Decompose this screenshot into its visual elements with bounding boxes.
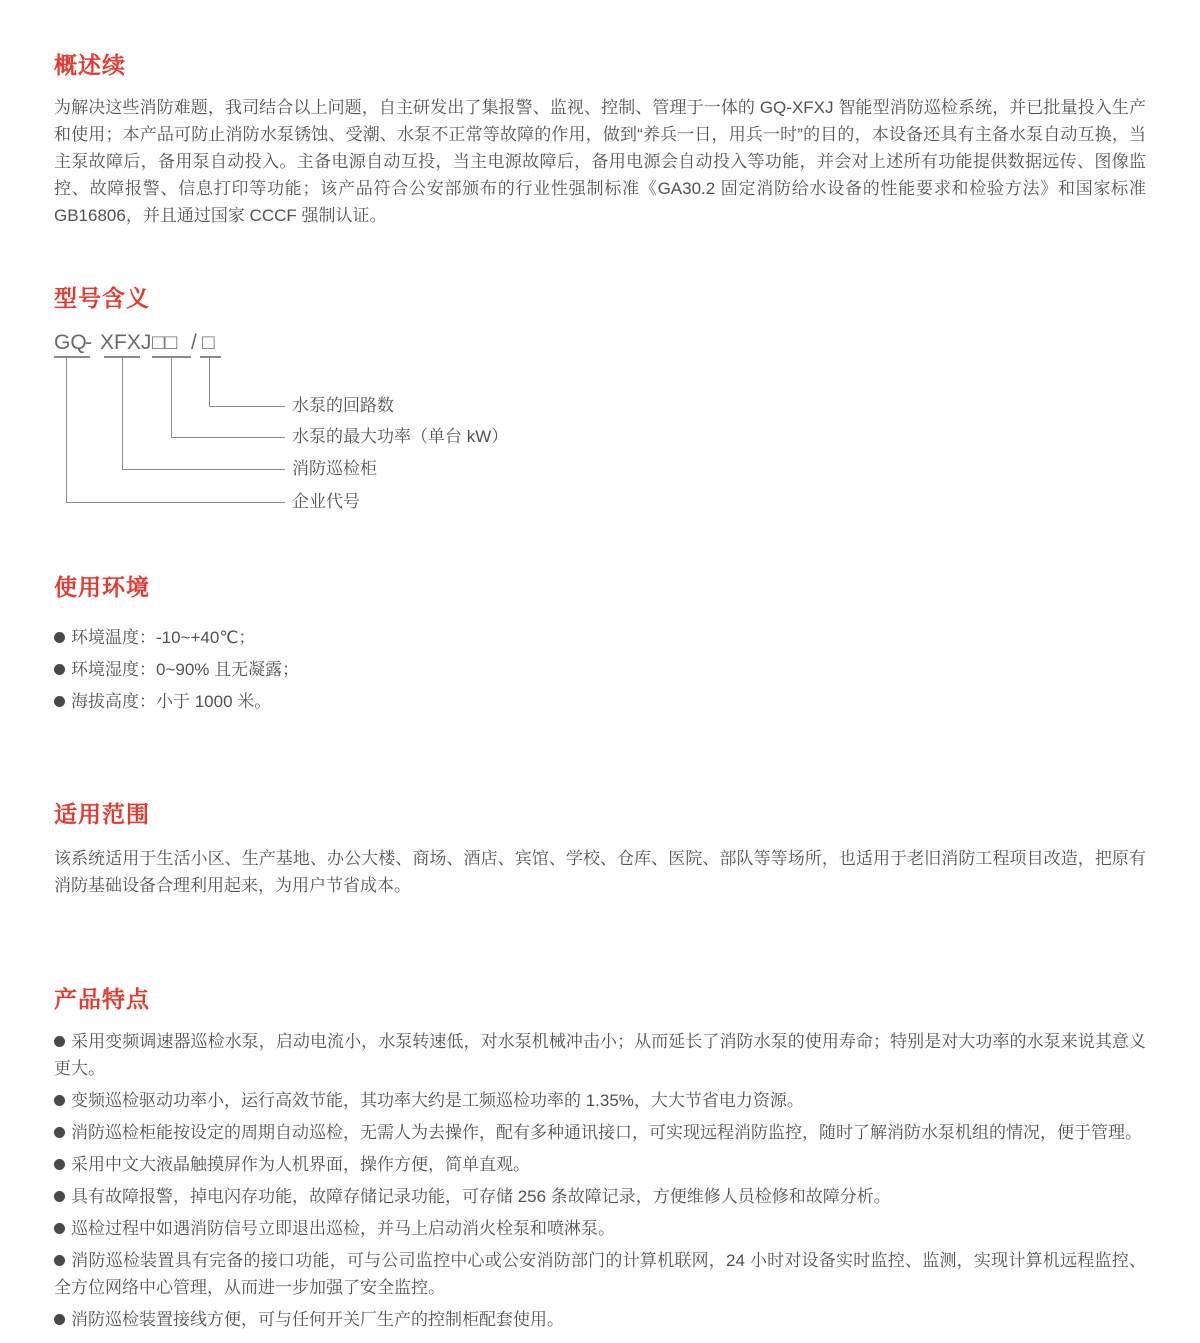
bullet-icon [54, 1036, 65, 1047]
section-model-meaning [54, 281, 1146, 532]
list-item [54, 1247, 1146, 1301]
list-item [54, 1028, 1146, 1082]
overview-title: 概述续 [54, 52, 126, 78]
feature-item-text: 消防巡检柜能按设定的周期自动巡检，无需人为去操作，配有多种通讯接口，可实现远程消防监控，随时了解消防水泵机组的情况，便于管理。 [71, 1123, 1142, 1142]
section-scope [54, 797, 1146, 899]
connector-vertical-loops [209, 357, 210, 406]
environment-list [54, 622, 1146, 718]
feature-item-text: 消防巡检装置具有完备的接口功能，可与公司监控中心或公安消防部门的计算机联网，24 小时对设备实时监控、监测，实现计算机远程监控、全方位网络中心管理，从而进一步加强了安全监控。 [54, 1251, 1146, 1297]
environment-item-text: 环境温度：-10~+40℃； [71, 628, 256, 647]
list-item [54, 686, 1146, 718]
list-item [54, 1119, 1146, 1146]
environment-item-text: 环境湿度：0~90% 且无凝露； [71, 660, 300, 679]
connector-vertical-power [171, 357, 172, 437]
bullet-icon [54, 1095, 65, 1106]
feature-item-text: 变频巡检驱动功率小，运行高效节能，其功率大约是工频巡检功率的 1.35%，大大节省电力资源。 [71, 1091, 804, 1110]
connector-horizontal-loops [209, 406, 285, 407]
model-code-box: □ [202, 331, 215, 354]
feature-item-text: 巡检过程中如遇消防信号立即退出巡检，并马上启动消火栓泵和喷淋泵。 [71, 1219, 615, 1238]
list-item [54, 622, 1146, 654]
feature-item-text: 采用变频调速器巡检水泵，启动电流小，水泵转速低，对水泵机械冲击小；从而延长了消防水泵的使用寿命；特别是对大功率的水泵来说其意义更大。 [54, 1032, 1146, 1078]
connector-vertical-cabinet [122, 357, 123, 469]
overview-paragraph: 为解决这些消防难题，我司结合以上问题，自主研发出了集报警、监视、控制、管理于一体的 GQ-XFXJ 智能型消防巡检系统，并已批量投入生产和使用；本产品可防止消防水泵锈蚀、受潮、水泵不正常等故障的作用，做到“养兵一日，用兵一时”的目的，本设备还具有主备水泵自动互换，当主泵故障后，备用泵自动投入。主备电源自动互投，当主电源故障后，备用电源会自动投入等功能，并会对上述所有功能提供数据远传、图像监控、故障报警、信息打印等功能；该产品符合公安部颁布的行业性强制标准《GA30.2 固定消防给水设备的性能要求和检验方法》和国家标准 GB16806，并且通过国家 CCCF 强制认证。 [54, 98, 1146, 225]
list-item [54, 1087, 1146, 1114]
model-code-diagram [54, 332, 1146, 532]
list-item [54, 1183, 1146, 1210]
feature-item-text: 具有故障报警，掉电闪存功能，故障存储记录功能，可存储 256 条故障记录，方便维修人员检修和故障分析。 [71, 1187, 891, 1206]
connector-horizontal-company [66, 502, 285, 503]
bullet-icon [54, 632, 65, 643]
feature-item-text: 采用中文大液晶触摸屏作为人机界面，操作方便，简单直观。 [71, 1155, 530, 1174]
bullet-icon [54, 1314, 65, 1325]
bullet-icon [54, 1127, 65, 1138]
model-title: 型号含义 [54, 285, 150, 311]
model-label-cabinet: 消防巡检柜 [292, 459, 377, 478]
scope-paragraph: 该系统适用于生活小区、生产基地、办公大楼、商场、酒店、宾馆、学校、仓库、医院、部队等等场所，也适用于老旧消防工程项目改造，把原有消防基础设备合理利用起来，为用户节省成本。 [54, 849, 1146, 895]
bullet-icon [54, 696, 65, 707]
bullet-icon [54, 1223, 65, 1234]
environment-item-text: 海拔高度：小于 1000 米。 [71, 692, 272, 711]
features-title: 产品特点 [54, 986, 150, 1012]
model-code-dash: - [85, 331, 92, 354]
section-environment [54, 570, 1146, 718]
connector-horizontal-cabinet [122, 469, 285, 470]
environment-title: 使用环境 [54, 574, 150, 600]
section-features [54, 982, 1146, 1338]
connector-horizontal-power [171, 437, 285, 438]
list-item [54, 1151, 1146, 1178]
bullet-icon [54, 664, 65, 675]
model-label-company: 企业代号 [292, 492, 360, 511]
bullet-icon [54, 1191, 65, 1202]
features-list [54, 1028, 1146, 1333]
feature-item-text: 消防巡检装置接线方便，可与任何开关厂生产的控制柜配套使用。 [71, 1310, 564, 1329]
model-code-boxes: □□ [152, 331, 178, 354]
bullet-icon [54, 1255, 65, 1266]
underline-company [54, 356, 90, 358]
model-label-loops: 水泵的回路数 [292, 396, 394, 415]
bullet-icon [54, 1159, 65, 1170]
list-item [54, 1215, 1146, 1242]
model-code-slash: / [191, 331, 197, 354]
underline-box [200, 356, 221, 358]
list-item [54, 1306, 1146, 1333]
model-code-company-part: GQ [54, 331, 87, 354]
list-item [54, 654, 1146, 686]
model-label-power: 水泵的最大功率（单台 kW） [292, 427, 509, 446]
connector-vertical-company [66, 357, 67, 502]
scope-title: 适用范围 [54, 801, 150, 827]
model-code-product-part: XFXJ [100, 331, 152, 354]
section-overview [54, 48, 1146, 229]
